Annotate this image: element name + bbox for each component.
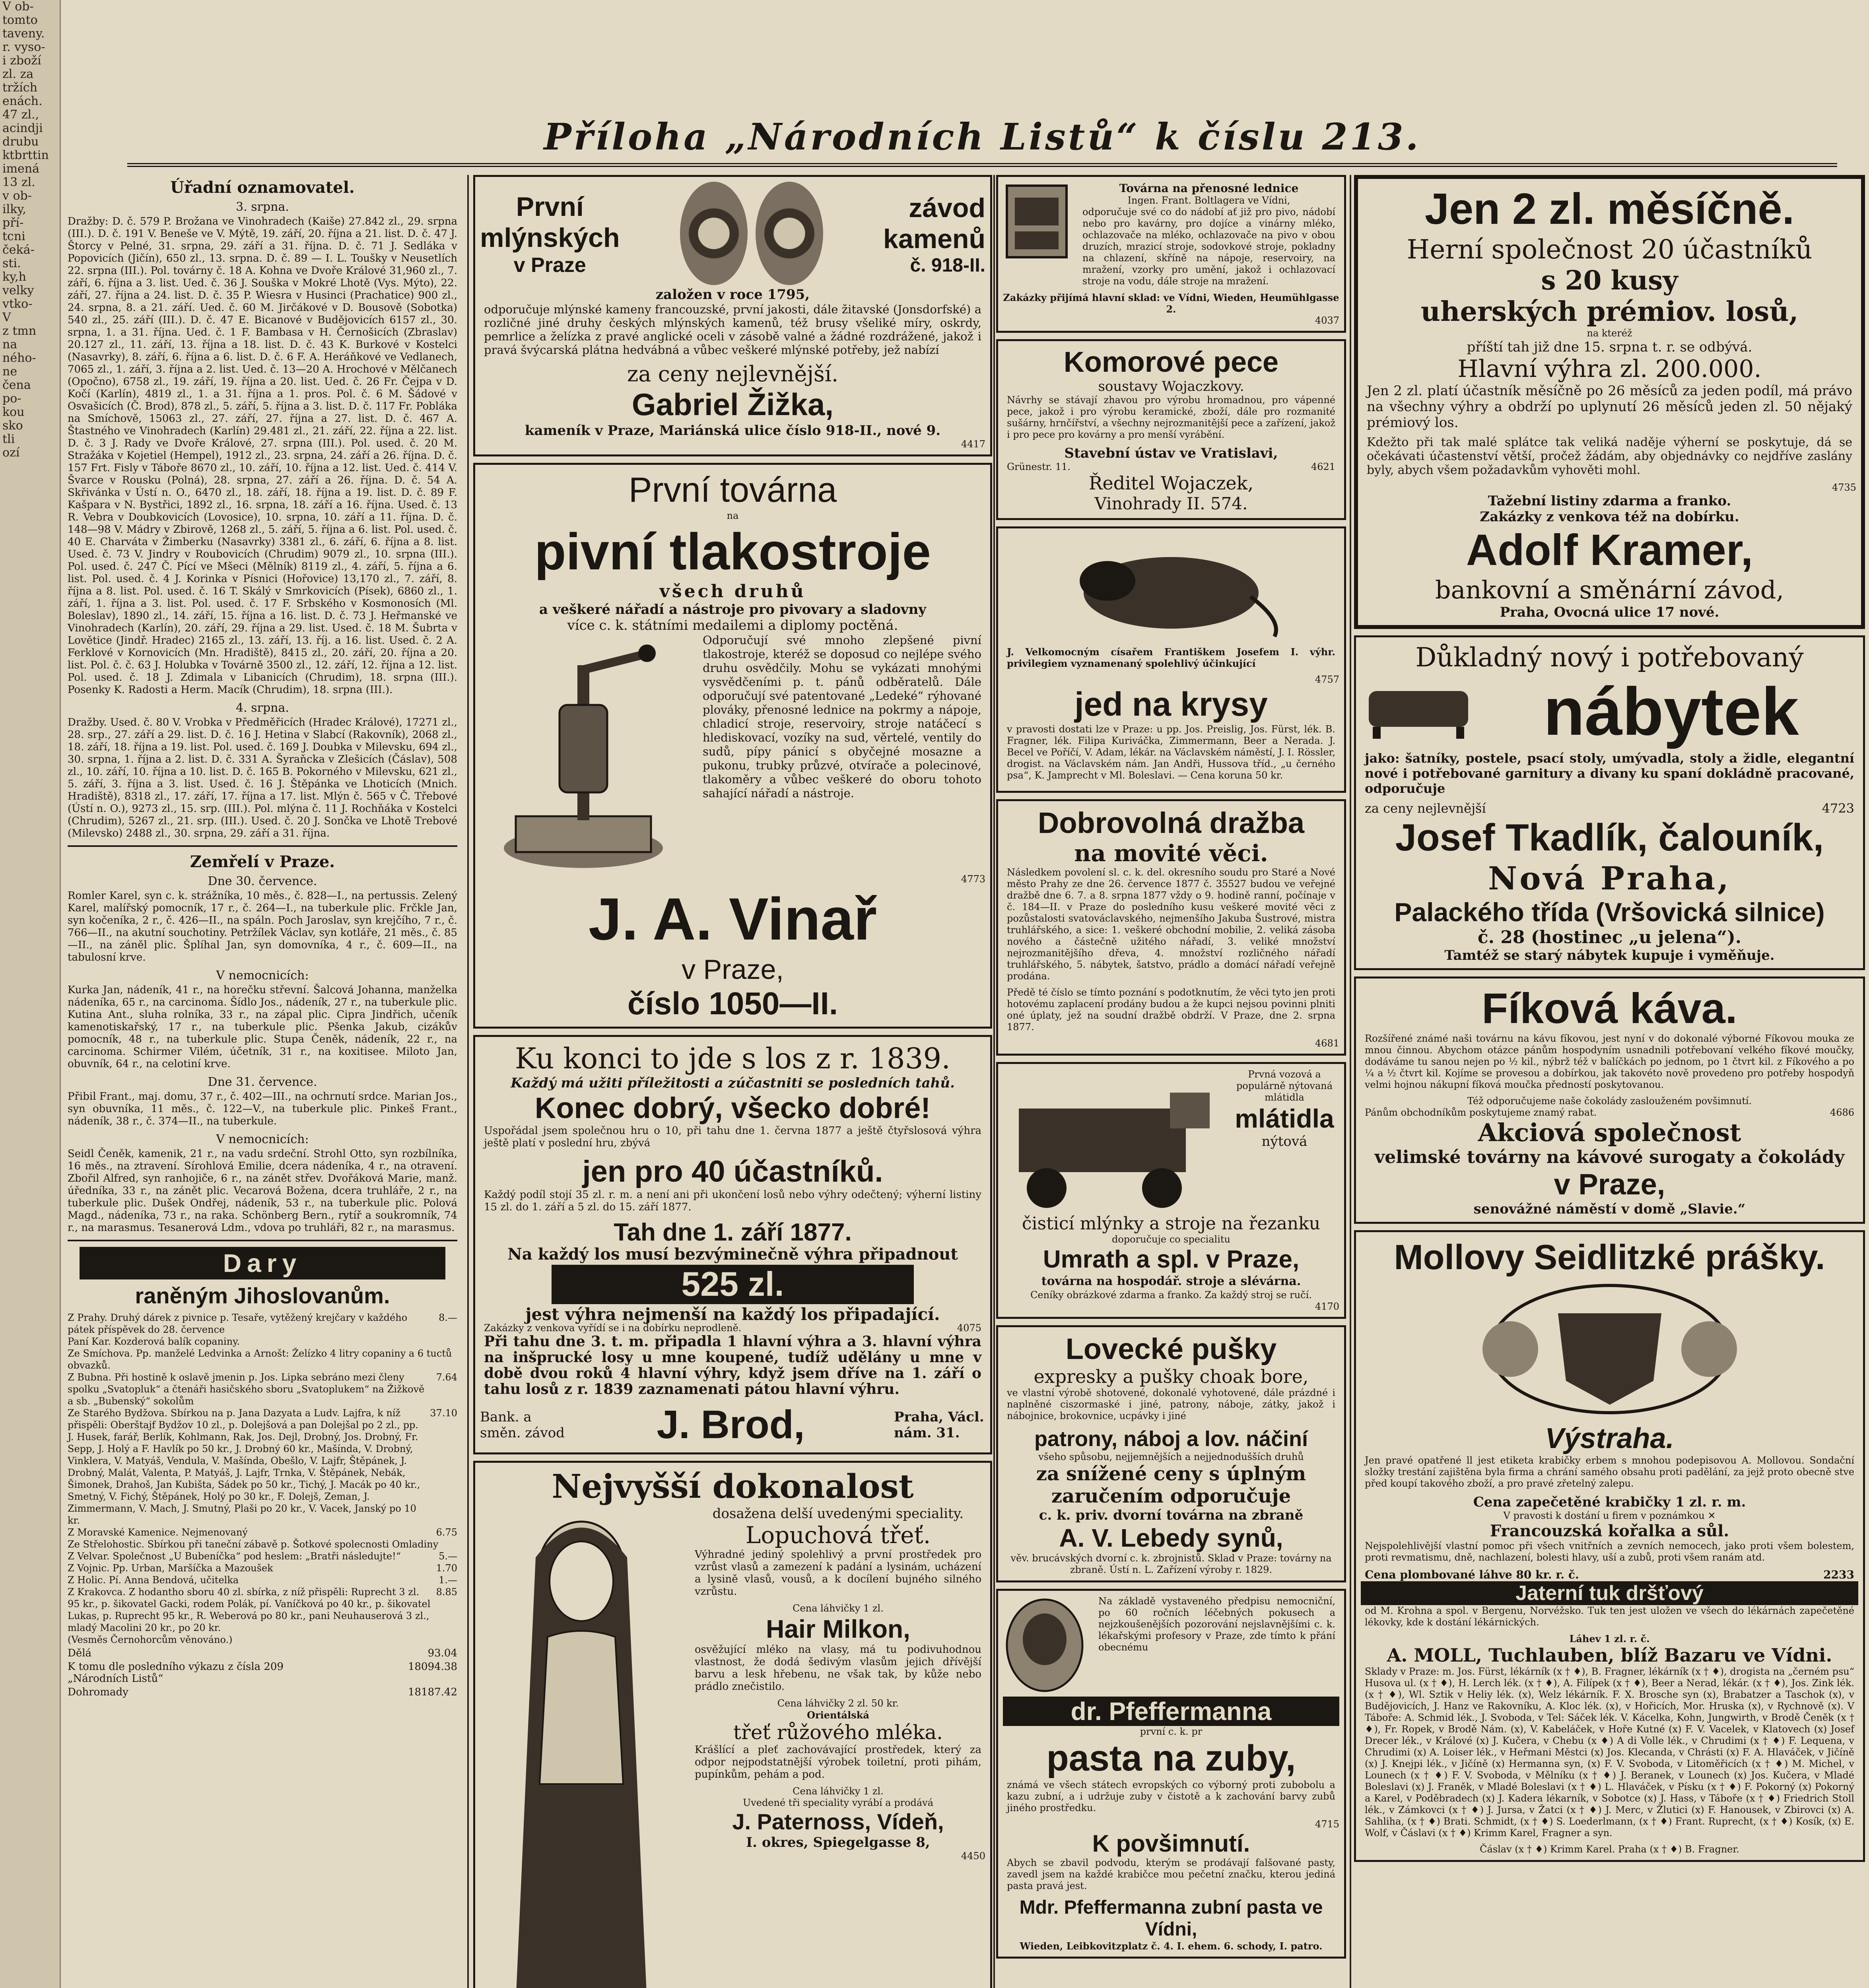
donation-row <box>68 1562 457 1574</box>
pump-number: číslo 1050—II. <box>627 986 838 1021</box>
pump-druhu: všech druhů <box>659 581 806 602</box>
column-ads-4 <box>1354 175 1865 1988</box>
pump-text: Odporučují své mnoho zlepšené pivní tlakostroje, kteréž se doposud co nejlépe svého druhu osvědčily. Mohu se vykázati mnohými vysvědčeními p. t. pánů odběratelů. Dále odporučují své patentované „Ledeké“ rýhované plováky, přenosné lednice na pokrmy a nápoje, chladicí stroje, reservoiry, stroje natáčecí s hlediskovací, vozíky na sud, věrtelé, ventily do sudů, pípy pánicí s obyčejné mosazne a pukonu, trubky průzvé, otvírače a polecinové, tlakoměry a vůbec veškeré do oboru tohoto sahající nářadí a nástroje. <box>703 633 981 800</box>
monthly-text2: Kdežto při tak malé splátce tak veliká naděje výherní se poskytuje, dá se očekávati účastenství větší, pročež žádám, aby objednávky co nejdříve zaslány byly, abych všem požadavkům vyhověti mohl. <box>1367 435 1852 477</box>
hair-text: osvěžující mléko na vlasy, má tu podivuhodnou vlastnost, že dodá šedivým vlasům jejich dřívější barvu a lesk hřebenu, ne však tak, by kůže nebo prádlo znečistilo. <box>695 1644 981 1693</box>
official-date: 3. srpna. <box>236 200 289 214</box>
mill-mlynskych: mlýnských <box>480 223 620 253</box>
rat-illustration <box>1003 533 1339 646</box>
column-official <box>64 175 461 1988</box>
masthead <box>127 115 1837 167</box>
trest-price: Cena láhvičky 1 zl. <box>793 1786 884 1797</box>
donation-text: Z Holic. Pí. Anna Bendová, učitelka <box>68 1574 239 1586</box>
guns-text: ve vlastní výrobě shotovené, dokonalé vyhotovené, dále prázdné i naplněné ciszormaské i jiné, patrony, náboje, zátky, jakož i nábojnice, brokovnice, ucpávky i jiné <box>1007 1387 1335 1421</box>
lopuch-price: Cena láhvičky 1 zl. <box>793 1603 884 1614</box>
pump-city: v Praze, <box>682 954 784 985</box>
brandy-text: Nejspolehlivější vlastní pomoc při všech vnitřních a zevních nemocech, jako proti všem bolestem, proti revmatismu, dně, nachlazení, bolesti hlavy, uší a zubů, proti všem ranám atd. <box>1365 1540 1854 1563</box>
margin-fragment: r. vyso- <box>2 40 45 54</box>
donation-text: Z Vojnic. Pp. Urban, Maršíčka a Mazoušek <box>68 1563 273 1574</box>
lottery-text: Každý podíl stojí 35 zl. r. m. a není ani při ukončení losů nebo výhry odečtený; výherní listiny 15 zl. do 1. září a 5 zl. do 15. září 1877. <box>484 1189 981 1213</box>
ad-number: 4417 <box>961 439 985 450</box>
rats-title: jed na krysy <box>1074 685 1268 723</box>
lottery-winners: Při tahu dne 3. t. m. připadla 1 hlavní výhra a 3. hlavní výhra na inšprucké losy u mne koupené, tudíž udělány u mne v době dvou roků 4 hlavní výhry, když jsem dříve na 1. září o tahu losů z r. 1839 zaznamenati pátou hlavní výhru. <box>484 1333 981 1398</box>
margin-fragment: tomto <box>2 13 38 27</box>
donation-row <box>68 1407 457 1526</box>
hospitals-heading: V nemocnicích: <box>216 969 309 982</box>
seidlitz-stores: V pravosti k dostání u firem v poznámkou ✕ <box>1503 1510 1716 1521</box>
donations-total: Dohromady 18187.42 <box>68 1686 457 1698</box>
donation-amount: 7.64 <box>436 1372 457 1383</box>
fig-coffee-ad <box>1354 977 1865 1224</box>
auctions-text: Dražby: D. č. 579 P. Brožana ve Vinohradech (Kaiše) 27.842 zl., 29. srpna (III.). D. č. 191 V. Beneše ve V. Mýtě, 19. září, 20. října a 21. list. D. č. 47 J. Štorcy v Pelné, 31. srpna, 29. září a 31. října. D. č. 71 J. Sedláka v Popovicích (Jičín), 650 zl., 13. srpna. D. č. 89 — I. L. Toušky v Neusetlích 22. srpna (III.). Pol. továrny č. 18 A. Kohna ve Dvoře Králové 31,960 zl., 7. září, 6. října a 3. list. Ued. č. 36 J. Souška v Mokré Lhotě (Vys. Mýto), 22. září, 27. října a 24. list. D. č. 35 P. Wiesra v Husinci (Prachatice) 900 zl., 24. srpna, 8. a 21. září. Ued. č. 60 M. Jirčákové v D. Bousově (Sobotka) 540 zl., 25. září (III.). D. č. 47 E. Bicanové v Budějovicích 6157 zl., 30. srpna, 1. a 31. října. Ued. č. 1 F. Bambasa v H. Černošicích (Zbraslav) 20.127 zl., 11. září, 13. října a 18. list. D. č. 43 K. Burkové v Kostelci (Nasavrky), 8. září, 6. října a 6. list. D. č. 6 F. A. Heráňkové ve Vedlanech, 7065 zl., 1. září, 3. října a 2. list. Ued. č. 13—20 A. Hrochové v Mělčanech (Opočno), 6758 zl., 19. září, 19. října a 20. list. Ued. č. 26 Fr. Čejpa v D. Kočí (Karlín), 4819 zl., 1. a 31. října a 1. pros. Pol. č. 6 M. Šádové v Osvašicích (Č. Brod), 878 zl., 5. září, 5. října a 3. list. D. č. 117 Fr. Pobláka na Smíchově, 15063 zl., 27. září, 27. října a 27. list. D. č. 467 A. Štastného ve Vinohradech (Karlín) 29.481 zl., 21. září, 22. října a 22. list. D. č. 3 J. Rady ve Dvoře Králové, 27. srpna (III.). Pol. used. č. 20 M. Stražáka v Kojetiel (Hempel), 1912 zl., 23. srpna, 24. září a 26. října. D. č. 157 Frt. Fisly v Táboře 8670 zl., 10. září, 10. října a 12. list. Ued. č. 414 V. Švarce v Rousku (Polná), 28. srpna, 27. září a 26. října. D. č. 54 A. Skřivánka v Ústí n. O., 6470 zl., 18. září, 18. října a 19. list. D. č. 89 F. Kašpara v N. Bystřici, 1892 zl., 16. srpna, 18. září a 16. října. Used. č. 13 R. Vebra v Doubkovicích (Lovosice), 10. srpna, 10. září a 11. října. D. č. 148—98 V. Mádry v Zbirově, 1268 zl., 5. září, 5. října a 6. list. Pol. used. č. 40 E. Charváta v Žimberku (Nasavrky) 3381 zl., 6. září, 6. října a 8. list. Used. č. 73 V. Jindry v Roubovicích (Chrudim) 9079 zl., 10. srpna (III.). Pol. used. č. 247 Č. Pící ve Mšeci (Mělník) 8119 zl., 4. září, 5. října a 6. list. Pol. used. č. 4 J. Korinka v Písnici (Hořovice) 13,170 zl., 7. září, 8. října a 8. list. Pol. used. č. 16 T. Skálý v Smrkovicích (Písek), 6860 zl., 1. září, 1. října a 3. list. Pol. used. č. 17 F. Srbského v Kosmonosích (Ml. Boleslav), 1890 zl., 14. září, 15. října a 16. list. D. č. 73 J. Heřmanské ve Vinohradech (Karlín), 20. září, 29. října a 29. list. Used. č. 18 M. Šubrta v Lovětice (Jindř. Hradec) 2165 zl., 13. září, 13. říj. a 16. list. Used. č. 2 A. Ferklové v Kornovicích (Mn. Hradiště), 8415 zl., 20. září, 20. října a 20. list. Pol. č. č. 63 J. Holubka v Továrně 3500 zl., 12. září, 12. října a 12. list. Pol. used. č. 18 J. Zdimala v Libanicích (Chrudim), 18. srpna (III.). Posenky K. Radosti a Herm. Macík (Chrudim), 18. srpna (III.). <box>68 215 457 696</box>
monthly-lottery-ad <box>1354 175 1865 629</box>
icebox-text: odporučuje své co do nádobí ať již pro pivo, nádobí nebo pro kavárny, pro dojíce a vinárny mléko, ochlazovače na mléko, ochlazovače na pivo v obou druzích, mrazicí stroje, sodovkové stroje, pokladny na chlazení, skříně na nápoje, reservoiry, na mražení, vzorky pro umění, jakož i ochlazovací stroje na vodu, dále stroje na mražení. <box>1082 206 1335 287</box>
lottery-orders: Zakázky z venkova vyřídí se i na dobírku neprodleně. <box>484 1322 742 1334</box>
monthly-sub: Herní společnost 20 účastníků <box>1407 234 1813 265</box>
stoves-street: Grünestr. 11. <box>1007 461 1070 472</box>
icebox-head: Továrna na přenosné lednice <box>1119 182 1299 195</box>
fig-city: v Praze, <box>1554 1168 1665 1201</box>
trest-title: třeť růžového mléka. <box>733 1721 943 1744</box>
margin-fragment: imená <box>2 162 40 176</box>
icebox-agent: Zakázky přijímá hlavní sklad: ve Vídni, Wieden, Heumühlgasse 2. <box>1003 292 1339 315</box>
donation-amount: 6.75 <box>436 1527 457 1538</box>
coat-of-arms-illustration <box>1361 1277 1858 1422</box>
seidlitz-title: Mollovy Seidlitzké prášky. <box>1394 1237 1825 1277</box>
monthly-title: Jen 2 zl. měsíčně. <box>1424 184 1795 233</box>
donation-text: Ze Starého Bydžova. Sbírkou na p. Jana Dazyata a Ludv. Lajfra, k níž přispěli: Oberštajf Bydžov 10 zl., p. Dolejšová a pan Dolejšal po 2 zl., pp. J. Husek, farář, Berlík, Kohlmann, Rak, Jos. Dejl, Drobný, Jos. Drobný, Fr. Sepp, J. Holý a F. Havlík po 50 kr., J. Drobný 60 kr., Mašínda, V. Drobný, Vinklera, V. Matyáš, Vendula, V. Mašínda, Obešlo, V. Lajfr, Štěpánek, J. Drobný, Malát, Valenta, P. Matyáš, J. Lajfr, Trnka, V. Štěpánek, Nebák, Šimonek, Drahoš, Jan Kubišta, Sádek po 50 kr., Tichý, J. Macák po 40 kr., Smetný, V. Fichý, Štěpánek, Holý po 30 kr., F. Dolejš, Zeman, J. Zimmermann, V. Mach, J. Smutný, Plaši po 20 kr., V. Vacek, Janský po 10 kr. <box>68 1408 420 1526</box>
thresher-catalog: Ceníky obrázkové zdarma a franko. Za každý stroj se ručí. <box>1030 1289 1312 1301</box>
hair-price: Cena láhvičky 2 zl. 50 kr. <box>777 1698 899 1709</box>
margin-fragment: taveny. <box>2 27 45 41</box>
thresher-name: Umrath a spl. v Praze, <box>1043 1246 1300 1273</box>
lottery-min: jest výhra nejmenší na každý los připadající. <box>525 1305 940 1324</box>
guns-patrons: patrony, náboj a lov. náčiní <box>1034 1427 1308 1451</box>
seidlitz-warning: Výstraha. <box>1545 1423 1674 1454</box>
toothpaste-illustration <box>1003 1596 1090 1697</box>
furniture-street: Palackého třída (Vršovická silnice) <box>1394 897 1825 927</box>
rats-body: v pravosti dostati lze v Praze: u pp. Jos. Preislig, Jos. Fürst, lék. B. Fragner, lék. Filipa Kuriváčka, Zimmermann, Beer a Nerada. J. Becel ve Poříčí, V. Adam, lékár. na Václavském náměstí, J. I. Rössler, drogist. na Václavském nám. Jan Andři, Hussova tříd., „u černého psa“, K. Jamprecht v Ml. Boleslavi. — Cena koruna 50 kr. <box>1007 724 1335 781</box>
furniture-title: nábytek <box>1543 674 1799 749</box>
cosmetics-maker-intro: Uvedené tři speciality vyrábí a prodává <box>742 1797 934 1808</box>
trest-text: Krášlící a pleť zachovávající prostředek, který za odpor nejpodstatnější výrobek toiletní, proti pihám, pupínkům, pehám a pod. <box>695 1744 981 1780</box>
pump-tools: a veškeré nářadí a nástroje pro pivovary a sladovny <box>539 602 927 617</box>
margin-fragment: ky,h <box>2 270 26 284</box>
seidlitz-text: Jen pravé opatřené ll jest etiketa krabičky erbem s mnohou podepisovou A. Mollovou. Sondační složky trestání zajištěna byla firma a chrání samého obsahu proti padělání, za jejž proto obecně stve před koupí takového zboží, a pro pravé zřetelný zalepu. <box>1365 1455 1854 1489</box>
fig-address: senovážné náměstí v domě „Slavie.“ <box>1473 1201 1746 1217</box>
toothpaste-intro: Na základě vystaveného předpisu nemocniční, po 60 ročních léčebných pokusech a nejzkoušenějších pozorování nejslavnějšími c. k. lékařskými profesory v Praze, zde tímto k přání obecnému <box>1098 1596 1335 1653</box>
margin-fragment: enách. <box>2 94 43 108</box>
beer-pump-ad <box>473 463 992 1029</box>
column-ads-2 <box>473 175 992 1988</box>
pump-prvni: První továrna <box>628 470 837 509</box>
thresher-recommend: doporučuje co specialitu <box>1111 1234 1230 1245</box>
donation-row <box>68 1312 457 1336</box>
donations-list <box>68 1312 457 1646</box>
margin-fragment: pří- <box>2 216 24 230</box>
auction-note: Předě té číslo se tímto poznání s podotknutím, že věci tyto jen proti hotovému zaplacení prodány budou a že kupci nejsou povinni plniti oné úplaty, jež na soudní dražbě obdrží. V Praze, dne 2. srpna 1877. <box>1007 987 1335 1033</box>
stoves-address: Vinohrady II. 574. <box>1094 494 1248 513</box>
seidlitz-ad <box>1354 1230 1865 1862</box>
donation-row <box>68 1526 457 1538</box>
mill-city: v Praze <box>513 254 586 277</box>
furniture-text: jako: šatníky, postele, psací stoly, umývadla, stoly a židle, elegantní nové i potřebované garnitury a divany ku spaní dokládně pracované, odporučuje <box>1365 751 1854 796</box>
left-margin-fragments <box>0 0 61 1988</box>
lottery-kazdy: Každý má užiti příležitosti a zúčastniti se posledních tahů. <box>511 1075 955 1091</box>
official-notices-title: Úřadní oznamovatel. <box>170 178 355 197</box>
thresher-title: mlátidla <box>1235 1104 1334 1133</box>
donation-row <box>68 1336 457 1347</box>
cod-liver-text: od M. Krohna a spol. v Bergenu, Norvéžsko. Tuk ten jest uložen ve všech do lékárnách zapečetěné lékovky, kde k dostání lékárnických. <box>1365 1605 1854 1628</box>
auction-ad <box>996 799 1346 1056</box>
donation-row <box>68 1538 457 1550</box>
margin-fragment: i zboží <box>2 54 41 68</box>
donations-subtitle: raněným Jihoslovanům. <box>135 1283 390 1308</box>
millstone-illustration <box>676 182 827 287</box>
ad-number: 4735 <box>1832 482 1856 493</box>
margin-fragment: 47 zl., <box>2 108 39 122</box>
donations-previous: K tomu dle posledního výkazu z čísla 209 „Národních Listů“ 18094.38 <box>68 1661 457 1685</box>
stoves-title: Komorové pece <box>1063 346 1279 378</box>
guns-ck: c. k. priv. dvorní továrna na zbraně <box>1039 1507 1304 1523</box>
donation-amount: 1.70 <box>436 1563 457 1574</box>
ad-number: 4450 <box>961 1850 985 1862</box>
margin-fragment: na <box>2 338 17 351</box>
deaths-date: Dne 30. července. <box>208 874 317 888</box>
rat-poison-ad <box>996 526 1346 793</box>
fig-company: Akciová společnost <box>1478 1118 1741 1147</box>
margin-fragment: čena <box>2 378 31 392</box>
pump-medals: více c. k. státními medailemi a diplomy poctěná. <box>567 617 898 633</box>
furniture-ad <box>1354 635 1865 970</box>
pump-illustration <box>480 633 695 874</box>
guns-title: Lovecké pušky <box>1065 1332 1277 1365</box>
deaths-text: Romler Karel, syn c. k. strážníka, 10 měs., č. 828—I., na pertussis. Zelený Karel, malířský pomocník, 17 r., č. 264—I., na tuberkule plic. Frčkle Jan, syn kočeníka, 2 r., č. 426—II., na spáln. Poch Jaroslav, syn krejčího, 7 r., č. 766—II., na akutní souchotiny. Petržílek Václav, syn kotláře, 21 měs., č. 85—II., na záněl plic. Šplíhal Jan, syn domovníka, 4 r., č. 609—II., na tabulosní krve. <box>68 890 457 963</box>
ad-number: 4757 <box>1315 674 1339 685</box>
lottery-amount: 525 zl. <box>552 1265 914 1304</box>
lottery-name: J. Brod, <box>657 1402 805 1447</box>
monthly-main-prize: Hlavní výhra zl. 200.000. <box>1457 355 1762 383</box>
margin-fragment: po- <box>2 392 21 406</box>
column-rule <box>467 175 469 1988</box>
donation-amount: 1.— <box>439 1574 457 1586</box>
margin-fragment: 13 zl. <box>2 175 35 189</box>
margin-fragment: sti. <box>2 256 21 270</box>
donation-amount: 8.85 <box>436 1586 457 1598</box>
rats-text: J. Velkomocným císařem Františkem Josefem I. výhr. privilegiem vyznamenaný spolehlivý účinkující <box>1007 646 1335 669</box>
deaths-text: Seidl Čeněk, kamenik, 21 r., na vadu srdeční. Strohl Otto, syn rozbílníka, 16 měs., na ztravení. Sírohlová Emilie, dcera nádeníka, 4 r., na otravení. Zbořil Alfred, syn ranhojiče, 6 r., na zánět střev. Dvořáková Marie, manž. úředníka, 33 r., na zánět plic. Vecarová Božena, dcera truhláře, 2 r., na tuberkule plic. Dušek Ondřej, nádeník, 53 r., na tuberkule plic. Polová Magd., nádeníka, 73 r., na raka. Schönberg Bern., rytíř a soukromník, 74 r., na marasmus. Tesanerová Ldm., vdova po truhláři, 82 r., na marasmus. <box>68 1148 457 1234</box>
thresher-address: továrna na hospodář. stroje a slévárna. <box>1041 1274 1301 1288</box>
deaths-date: Dne 31. července. <box>208 1075 317 1089</box>
donation-text: Ze Smíchova. Pp. manželé Ledvinka a Arnošt: Želízko 4 litry copaniny a 6 tuctů obvazků. <box>68 1348 452 1371</box>
margin-fragment: z tmn <box>2 324 37 338</box>
donation-amount: 8.— <box>439 1312 457 1323</box>
lottery-every: Na každý los musí bezvýminečně výhra připadnout <box>507 1245 958 1264</box>
ad-number: 4621 <box>1311 461 1335 472</box>
column-rule <box>1350 175 1351 1988</box>
lopuch-text: Výhradné jediný spolehlivý a první prostředek pro vzrůst vlasů a zamezení k padání a lysinám, ucházení a lysině vlasů, vousů, a k docílení bujného silného vzrůstu. <box>695 1549 981 1598</box>
toothpaste-privilege: první c. k. pr <box>1140 1726 1203 1737</box>
donation-amount: 5.— <box>439 1551 457 1562</box>
cod-liver-title: Jaterní tuk dršťový <box>1361 1581 1858 1605</box>
donation-row <box>68 1574 457 1586</box>
mill-price: za ceny nejlevnější. <box>627 361 839 386</box>
donations-sum: Dělá 93.04 <box>68 1647 457 1659</box>
donation-row <box>68 1347 457 1371</box>
cosmetics-address: I. okres, Spiegelgasse 8, <box>746 1835 930 1850</box>
lopuch-title: Lopuchová třeť. <box>745 1522 931 1549</box>
donation-text: Z Moravské Kamenice. Nejmenovaný <box>68 1527 248 1538</box>
guns-name: A. V. Lebedy synů, <box>1059 1524 1283 1552</box>
deaths-text: Přibil Frant., maj. domu, 37 r., č. 402—III., na ochrnutí srdce. Marian Jos., syn obuvníka, 11 měs., č. 122—V., na tuberkule plic. Pinkeš Frant., nádeník, 38 r., č. 374—II., na tuberkule. <box>68 1091 457 1127</box>
orient-label: Orientálská <box>807 1709 869 1721</box>
icebox-ad <box>996 175 1346 333</box>
lottery-slogan: Konec dobrý, všecko dobré! <box>534 1091 931 1124</box>
mill-address: kameník v Praze, Mariánská ulice číslo 918-II., nové 9. <box>525 423 941 439</box>
thresher-mills: čisticí mlýnky a stroje na řezanku <box>1022 1213 1321 1234</box>
pump-name: J. A. Vinař <box>588 885 877 952</box>
fig-chocolate: Též odporučujeme naše čokolády zaslouženém povšimnutí. <box>1467 1095 1752 1107</box>
margin-fragment: acindji <box>2 121 43 135</box>
ad-number: 4773 <box>961 874 985 885</box>
guns-address: věv. brucávských dvorní c. k. zbrojnistů. Sklad v Praze: továrny na zbraně. Ústí n. L. Zařízení výroby r. 1829. <box>1010 1553 1332 1575</box>
ad-number: 4681 <box>1315 1038 1339 1049</box>
deaths-title: Zemřelí v Praze. <box>190 852 335 871</box>
thresher-sub: nýtová <box>1261 1134 1308 1149</box>
furniture-also: Tamtéž se starý nábytek kupuje i vyměňuje. <box>1444 947 1775 963</box>
stoves-director: Ředitel Wojaczek, <box>1088 472 1254 494</box>
furniture-prices: za ceny nejlevnější <box>1365 801 1486 816</box>
margin-fragment: sko <box>2 419 23 433</box>
ad-number: 4686 <box>1830 1107 1854 1118</box>
toothpaste-text: známá ve všech státech evropských co výborný proti zubobolu a kazu zubní, a i udržuje zuby v čistotě a k zachování barvy zubů jiného prostředku. <box>1007 1779 1335 1813</box>
guns-text2: všeho spůsobu, nejjemnějších a nejjednodušších druhů <box>1038 1451 1304 1462</box>
auction-title: Dobrovolná dražba <box>1037 806 1305 839</box>
lottery-participants: jen pro 40 účastníků. <box>582 1155 883 1188</box>
margin-fragment: V ob- <box>2 0 34 14</box>
fig-title: Fíková káva. <box>1482 984 1737 1032</box>
furniture-city: Nová Praha, <box>1488 860 1731 897</box>
woman-illustration <box>480 1506 687 1988</box>
fig-text: Rozšířené známé naši továrnu na kávu fíkovou, jest nyní v do dokonalé výborné Fíkovou mouka ze mnou činnou. Abychom otázce pánům hospodyním usnadnili potřebovaní velkého fíkové moučky, dodáváme tu sanou nejen po ½ kil., nýbrž též v balíčkách po jednom, po 1 čtvrt kil. z Fíkového a po ¼ a ½ čtvrt kil. Kojíme se provesou a dobírkou, jak takovéto nově provedeno pro potřeby hospodyň velmi hojnou nákupní fíková moučka předností poskytovanou. <box>1365 1033 1854 1090</box>
mill-zavod: závod <box>909 192 985 223</box>
icebox-owner: Ingen. Frant. Boltlagera ve Vídni, <box>1127 195 1290 206</box>
lottery-ad <box>473 1035 992 1454</box>
toothpaste-footer: Mdr. Pfeffermanna zubní pasta ve Vídni, <box>1019 1897 1323 1940</box>
hospitals-heading: V nemocnicích: <box>216 1132 309 1146</box>
guns-sub: expresky a pušky choak bore, <box>1034 1366 1309 1387</box>
hair-title: Hair Milkon, <box>766 1615 910 1643</box>
donations-title: Dary <box>80 1247 445 1279</box>
furniture-name: Josef Tkadlík, čalouník, <box>1395 816 1824 859</box>
ad-number: 4723 <box>1822 801 1854 816</box>
monthly-next-draw: příští tah již dne 15. srpna t. r. se odbývá. <box>1467 339 1752 355</box>
ad-number: 4170 <box>1315 1301 1339 1312</box>
monthly-hungarian: uherských prémiov. losů, <box>1420 296 1799 328</box>
donation-row <box>68 1371 457 1407</box>
toothpaste-name: dr. Pfeffermanna <box>1003 1697 1339 1726</box>
monthly-cod: Zakázky z venkova též na dobírku. <box>1480 509 1739 525</box>
column-rule <box>993 175 995 1988</box>
mill-number: č. 918-II. <box>910 254 985 276</box>
margin-fragment: vtko- <box>2 297 33 311</box>
toothpaste-title: pasta na zuby, <box>1046 1738 1296 1778</box>
margin-fragment: kou <box>2 405 25 419</box>
auctions-text: Dražby. Used. č. 80 V. Vrobka v Předměřicích (Hradec Králové), 17271 zl., 28. srp., 27. září a 29. list. D. č. 16 J. Hetina v Slabcí (Rakovník), 2068 zl., 18. září, 18. října a 19. list. Pol. used. č. 169 J. Doubka v Milevsku, 694 zl., 30. srpna, 1. října a 2. list. D. č. 331 A. Šyraňcka v Zlešicích (Čáslav), 508 zl., 10. září, 10. října a 10. list. D. č. 165 B. Pokorného v Milevsku, 621 zl., 5. září, 3. října a 3. list. Used. č. 16 J. Štěpánka ve Lhoticích (Mnich. Hradiště), 8318 zl., 17. září, 17. října a 17. list. Mlýn č. 565 v Č. Třebové (Ústí n. O.), 9273 zl., 15. srp. (III.). Pol. mlýna č. 11 J. Rochňáka v Kostelci (Chrudim), 5267 zl., 21. srp. (III.). Used. č. 20 J. Sončka ve Lhotě Trebové (Milevsko) 2488 zl., 30. srpna, 29. září a 31. října. <box>68 716 457 839</box>
cosmetics-head: Nejvyšší dokonalost <box>552 1468 914 1506</box>
mill-founded: založen v roce 1795, <box>655 287 810 303</box>
margin-fragment: čeká- <box>2 243 35 257</box>
auction-sub: na movité věci. <box>1074 840 1268 867</box>
official-date: 4. srpna. <box>236 701 289 715</box>
lottery-address: Praha, Václ. nám. 31. <box>894 1409 984 1441</box>
toothpaste-text2: Abych se zbavil podvodu, kterým se prodávají falšované pasty, zavedl jsem na každé krabičce mou pečetní značku, kterou jediná pasta pravá jest. <box>1007 1857 1335 1891</box>
margin-fragment: tli <box>2 432 15 446</box>
ad-number: 2233 <box>1823 1568 1854 1581</box>
brandy-price: Cena plombované láhve 80 kr. r. č. <box>1365 1568 1579 1581</box>
cosmetics-ad <box>473 1461 992 1988</box>
donation-row <box>68 1586 457 1634</box>
margin-fragment: tcni <box>2 229 25 243</box>
mill-first: První <box>516 192 584 222</box>
sofa-illustration <box>1361 679 1480 744</box>
cosmetics-sub: dosažena delší uvedenými speciality. <box>712 1506 964 1522</box>
margin-fragment: ktbrttin <box>2 148 49 162</box>
margin-fragment: zl. za <box>2 67 34 81</box>
fig-full: velimské továrny na kávové surogaty a čokolády <box>1374 1147 1845 1167</box>
thresher-ad <box>996 1062 1346 1319</box>
margin-fragment: velky <box>2 283 34 297</box>
margin-fragment: tržích <box>2 81 37 95</box>
monthly-lists: Tažební listiny zdarma a franko. <box>1488 493 1731 509</box>
donation-text: Ze Střelohostic. Sbírkou při taneční zábavě p. Šotkové spolecnosti Omladiny <box>68 1539 439 1550</box>
mill-text: odporučuje mlýnské kameny francouzské, první jakosti, dále žitavské (Jonsdorfské) a rozličné jiné druhy českých mlýnských kamenů, též brusy všeliké míry, oskrdy, pemrlice a želízka z pravé anglické oceli v zásobě valné a žádné rozdrážené, jakož i pravá švýcarská plátna hedvábná a vůbec veškeré mlýnské potřeby, jež nabízí <box>484 303 981 357</box>
icebox-illustration <box>1003 182 1074 263</box>
mill-name: Gabriel Žižka, <box>631 387 834 422</box>
monthly-bank: bankovní a směnární závod, <box>1435 575 1784 604</box>
guns-prices: za snížené ceny s úplným zaručením odporučuje <box>1036 1463 1306 1507</box>
toothpaste-address: Wieden, Leibkovitzplatz č. 4. I. ehem. 6. schody, I. patro. <box>1020 1940 1323 1952</box>
ad-number: 4037 <box>1315 315 1339 326</box>
margin-fragment: ného- <box>2 351 36 365</box>
monthly-text: Jen 2 zl. platí účastník měsíčně po 26 měsíců za jeden podíl, má právo na všechny výhry a obdrží po uplynutí 26 měsíců jeden zl. 50 nějaký prémiový los. <box>1367 383 1852 431</box>
thresher-desc: Prvná vozová a populárně nýtovaná mlátidla <box>1236 1069 1333 1103</box>
furniture-head: Důkladný nový i potřebovaný <box>1415 642 1804 673</box>
monthly-address: Praha, Ovocná ulice 17 nové. <box>1500 604 1719 620</box>
moll-address: A. MOLL, Tuchlauben, blíž Bazaru ve Vídni. <box>1387 1644 1832 1666</box>
mill-stones-ad <box>473 175 992 456</box>
fig-merchants: Pánům obchodníkům poskytujeme znamý rabat. <box>1365 1107 1597 1118</box>
ad-number: 4075 <box>957 1322 981 1334</box>
margin-fragment: V <box>2 311 11 324</box>
mill-kamenu: kamenů <box>883 223 985 254</box>
donation-text: Paní Kar. Kozderová balík copaniny. <box>68 1336 240 1347</box>
furniture-number: č. 28 (hostinec „u jelena“). <box>1477 927 1742 947</box>
toothpaste-ad <box>996 1589 1346 1959</box>
column-ads-3 <box>996 175 1346 1988</box>
stoves-company: Stavební ústav ve Vratislavi, <box>1064 445 1278 461</box>
stoves-ad <box>996 339 1346 520</box>
monthly-on-which: na kteréž <box>1587 328 1632 339</box>
deaths-text: Kurka Jan, nádeník, 41 r., na horečku střevní. Šalcová Johanna, manželka nádeníka, 65 r., na carcinoma. Šídlo Jos., nádeník, 27 r., na tuberkule plic. Kutina Ant., sluha rolníka, 33 r., na zápal plic. Cipra Jindřich, učeník kamenotiskařský, 17 r., na tuberkule plic. Pšenka Jakub, cizákův pomocník, 48 r., na tuberkule plic. Stupa Čeněk, nádeník, 22 r., na carcinoma. Schirmer Vilém, účetník, 31 r., na koxitisee. Miloto Jan, obuvník, 64 r., na celotiní krve. <box>68 984 457 1070</box>
stoves-sub: soustavy Wojaczkovy. <box>1098 379 1244 394</box>
donation-text: Z Bubna. Při hostině k oslavě jmenin p. Jos. Lipka sebráno mezi členy spolku „Svatopluk“ a čtenáři hasičského sboru „Svatoplukem“ na Žižkově a sb. „Bubenský“ sokolům <box>68 1372 425 1407</box>
margin-fragment: v ob- <box>2 189 32 203</box>
dealers-text: Sklady v Praze: m. Jos. Fürst, lékárník (x † ♦), B. Fragner, lékárník (x † ♦), drogista na „černém psu“ Husova ul. (x † ♦), H. Lerch lék. (x † ♦), A. Filípek (x † ♦), Beer a Nerad, lékár. (x † ♦), Jos. Zink lék. (x † ♦), Wl. Sztik v Heliy lék. (x), Welz lékárník. F. X. Brosche syn (x), Brabatzer a Taschok (x), v Budějovicích, J. Hanz ve Rakovníku, A. Kloc lék. (x), v Hořicích, Mor. Hruska (x), v Rychnově (x). V Táboře: A. Schmid lék., J. Svoboda, v Tel: Sáček lék. V. Kácelka, Kohn, Jungwirth, v Brodě Čeněk (x † ♦), Fr. Ropek, v Brodě Nám. (x), V. Kabeláček, v Hoře Kutné (x) F. V. Vacelek, v Klatovech (x) Josef Drecer lék., v Králové (x) J. Kučera, v Chebu (x ♦) A di Volle lék., v Chrudimi (x † ♦) F. Lequena, v Chrudimi (x) A. Loiser lék., v Heřmani Městci (x) Jos. Klecanda, v Chrásti (x) F. A. Hlaváček, v Jičíně (x) J. Knejpi lék., v Jičíně (x) Hermanna syn, (x) F. V. Svoboda, v Litoměřicích (x † ♦) M. Michel, v Lounech (x † ♦) F. V. Svoboda, v Mělníku (x † ♦) J. Beranek, v Lounech (x) Jos. Kučera, v Mladé Boleslavi (x) J. Franěk, v Mladé Boleslavi (x † ♦) L. Hlaváček, v Písku (x † ♦) F. Pokorný (x) Pokorný a Karel, v Poděbradech (x) J. Kadera lékarník, v Sobotce (x) J. Hass, v Táboře (x † ♦) Friedrich Stoll lék., v Zámkovci (x † ♦) J. Jursa, v Žatci (x † ♦) J. Merc, v Žlutici (x) F. Hanousek, v Zbirovci (x) A. Sahliha, (x † ♦) Brati. Schmidt, (x † ♦) S. Loederlmann, (x † ♦) Frant. Ruprecht, (x † ♦) Kosík, (x) E. Wolf, v Čáslavi (x † ♦) Krimm Karel, Fragner a syn. <box>1365 1666 1854 1839</box>
thresher-illustration <box>1003 1069 1226 1213</box>
toothpaste-notice: K povšimnutí. <box>1092 1830 1250 1857</box>
seidlitz-price: Cena zapečetěné krabičky 1 zl. r. m. <box>1473 1494 1746 1510</box>
guns-ad <box>996 1325 1346 1582</box>
donation-text: Z Krakovca. Z hodantho sboru 40 zl. sbírka, z níž přispěli: Ruprecht 3 zl. 95 kr., p. šikovatel Gacki, rodem Polák, pí. Vaníčková po 40 kr., p. šikovatel Lukas, p. Ruprecht 95 kr., R. Weberová po 80 kr., pani Neuhauserová 3 zl., mladý Macolini 20 kr., po 20 kr. <box>68 1586 431 1633</box>
ad-number: 4715 <box>1315 1819 1339 1830</box>
lottery-bank: Bank. a směn. závod <box>480 1409 565 1441</box>
pump-title: pivní tlakostroje <box>534 522 931 580</box>
donation-text: Z Velvar. Společnost „U Bubeníčka“ pod heslem: „Bratři následujte!“ <box>68 1551 401 1562</box>
donation-row <box>68 1550 457 1562</box>
donation-text: Z Prahy. Druhý dárek z pivnice p. Tesaře, vytěžený krejčary v každého pátek příspěvek do 28. července <box>68 1312 408 1335</box>
lottery-head: Ku konci to jde s los z r. 1839. <box>515 1042 951 1075</box>
monthly-pieces: s 20 kusy <box>1541 265 1678 296</box>
margin-fragment: drubu <box>2 135 39 149</box>
cosmetics-maker: J. Paternoss, Vídeň, <box>732 1809 944 1834</box>
supplement-title: Příloha „Národních Listů“ k číslu 213. <box>544 115 1421 158</box>
margin-fragment: ozí <box>2 446 20 460</box>
brandy-title: Francouzská kořalka a sůl. <box>1490 1522 1729 1540</box>
pump-na: na <box>727 510 739 521</box>
donation-amount: 37.10 <box>430 1408 457 1419</box>
donation-row <box>68 1634 457 1646</box>
cod-liver-price: Láhev 1 zl. r. č. <box>1569 1633 1650 1644</box>
donation-text: (Vesměs Černohorcům věnováno.) <box>68 1634 233 1645</box>
auction-text: Následkem povolení sl. c. k. del. okresního soudu pro Staré a Nové město Prahy ze dne 26. července 1877 č. 35527 budou ve veřejné dražbě dne 6. 7. a 8. srpna 1877 vždy o 9. hodině ranní, počínaje v č. 184—II. v Praze do posledního kusu veškeré movité věci z pozůstalosti svatováclavského, nejmenšího Jakuba Šustrové, mistra truhlářského, a sice: 1. veškeré obchodní mobilie, 2. veliká zásoba nového a částečně užitého nářadí, 3. veliké množství nejrozmanitějšího dřeva, 4. množství rozličného nářadí truhlářského, 5. nábytek, šatstvo, prádlo a domácí nářadí veřejně prodána. <box>1007 867 1335 982</box>
lottery-text: Uspořádal jsem společnou hru o 10, při tahu dne 1. června 1877 a ještě čtyřslosová výhra ještě platí v poslední hru, zbývá <box>484 1125 981 1149</box>
margin-fragment: ilky, <box>2 202 26 216</box>
margin-fragment: ne <box>2 365 17 379</box>
stoves-text: Návrhy se stávají zhavou pro výrobu hromadnou, pro vápenné pece, jakož i pro výrobu keramické, zboží, dále pro rozmanité sušárny, hrnčířství, a všechny nejrozmanitější pece a zařízení, jakož i pro pece pro kovárny a pro menší vyrábění. <box>1007 394 1335 440</box>
lottery-draw-date: Tah dne 1. září 1877. <box>614 1219 852 1246</box>
dealers-final: Čáslav (x † ♦) Krimm Karel. Praha (x † ♦) B. Fragner. <box>1480 1844 1739 1855</box>
monthly-name: Adolf Kramer, <box>1466 526 1753 575</box>
